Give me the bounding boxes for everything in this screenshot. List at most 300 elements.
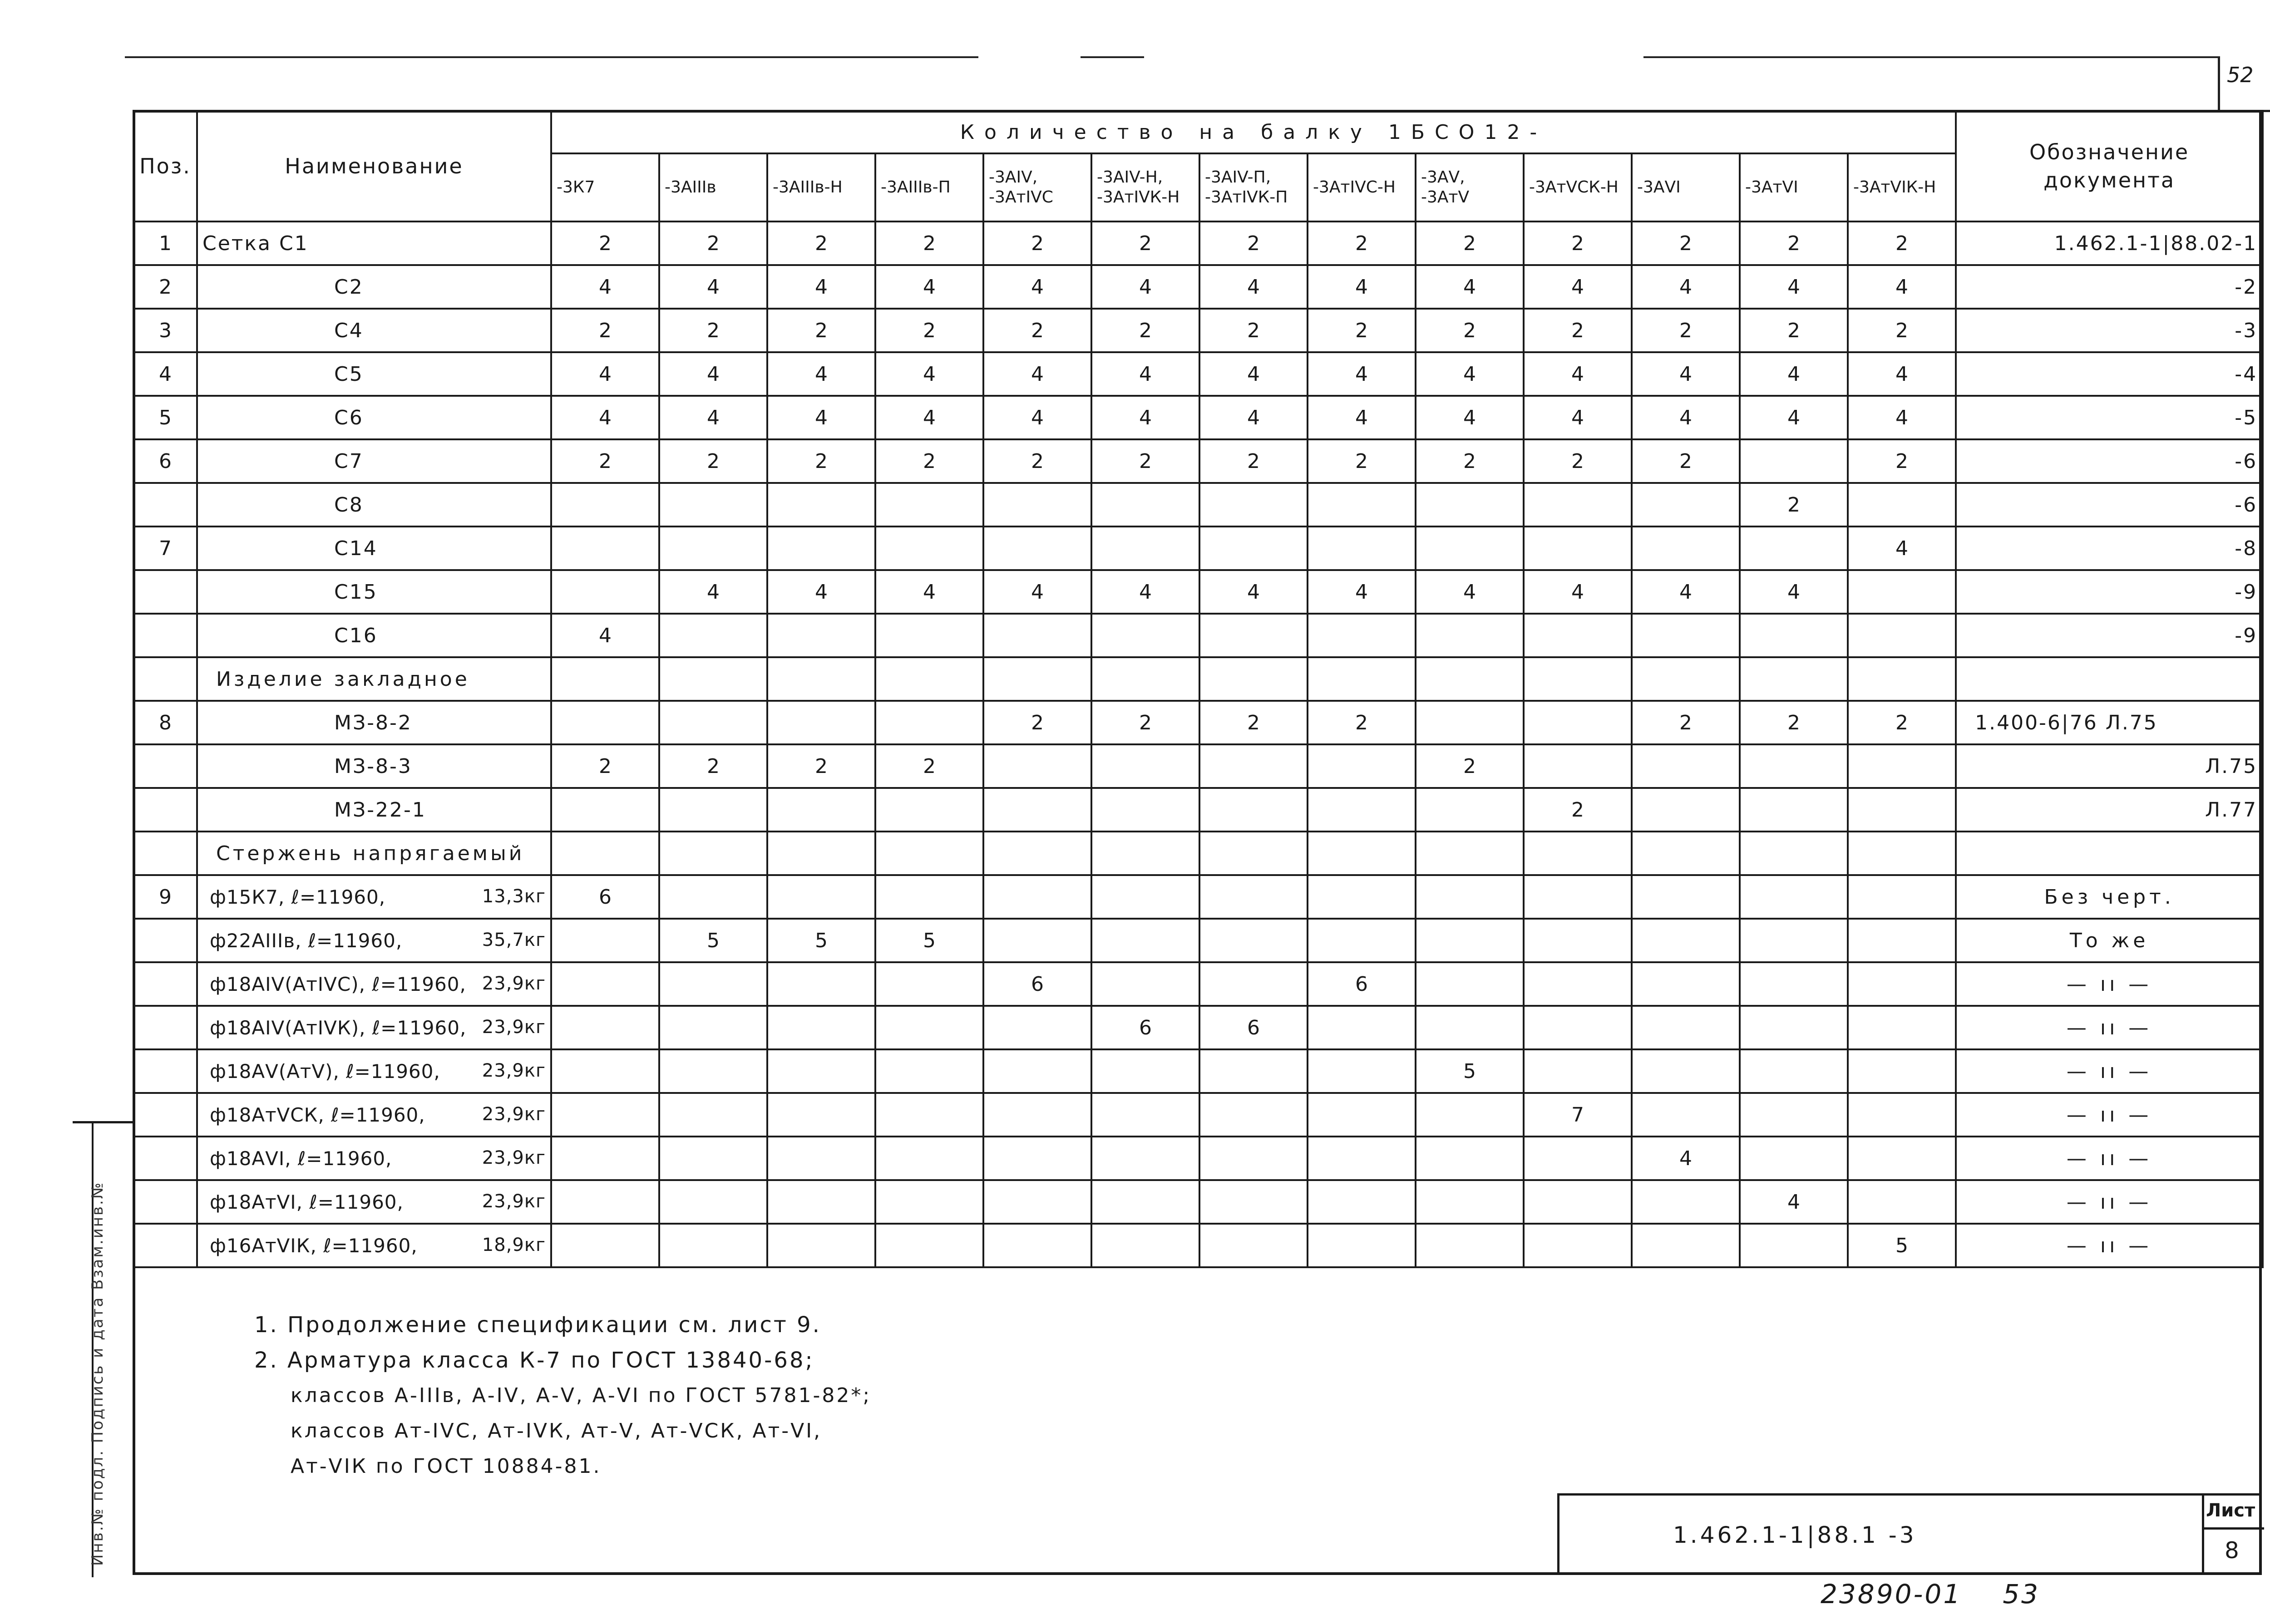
row-name-text: С14 <box>334 536 378 560</box>
qty-cell <box>1091 1224 1199 1267</box>
row-name <box>197 439 551 483</box>
row-name-text: ф22АIIIв, ℓ=11960, <box>210 929 403 952</box>
qty-cell: 4 <box>1091 352 1199 396</box>
qty-cell <box>1199 962 1308 1006</box>
notes-block <box>254 1307 871 1484</box>
qty-cell: 2 <box>1632 701 1740 744</box>
qty-cell <box>659 1137 767 1180</box>
qty-cell <box>1416 875 1524 919</box>
qty-cell <box>1848 1006 1956 1049</box>
qty-cell: 2 <box>767 309 875 352</box>
qty-cell: 2 <box>1740 701 1848 744</box>
row-name <box>197 962 551 1006</box>
qty-cell <box>767 1049 875 1093</box>
row-pos <box>133 832 197 875</box>
qty-cell <box>983 1180 1091 1224</box>
qty-cell <box>1632 1224 1740 1267</box>
qty-cell: 2 <box>1524 788 1632 832</box>
qty-cell <box>1848 919 1956 962</box>
binding-sidebar <box>73 1121 133 1575</box>
row-pos <box>133 744 197 788</box>
sidebar-text: Инв.№ подл. Подпись и дата Взам.инв.№ <box>89 1181 107 1566</box>
qty-cell: 2 <box>1416 221 1524 265</box>
qty-cell: 4 <box>1416 352 1524 396</box>
qty-cell <box>1524 744 1632 788</box>
qty-cell <box>983 1137 1091 1180</box>
qty-cell <box>983 657 1091 701</box>
qty-cell: 4 <box>1091 396 1199 439</box>
qty-cell <box>659 962 767 1006</box>
qty-cell: 4 <box>1632 570 1740 614</box>
qty-cell <box>1524 919 1632 962</box>
qty-cell <box>875 483 983 527</box>
row-doc: — ıı — <box>1956 1093 2263 1137</box>
qty-cell <box>875 832 983 875</box>
row-doc: 1.400-6|76 Л.75 <box>1956 701 2263 744</box>
qty-cell <box>1524 701 1632 744</box>
qty-cell: 2 <box>1740 483 1848 527</box>
qty-cell <box>1848 1049 1956 1093</box>
qty-cell <box>1848 1180 1956 1224</box>
qty-cell: 2 <box>1416 439 1524 483</box>
qty-cell <box>875 614 983 657</box>
stamp-code: 1.462.1-1|88.1 -3 <box>1673 1522 1917 1548</box>
qty-cell <box>1199 919 1308 962</box>
footer-number: 23890-01 <box>1821 1579 1962 1609</box>
row-pos: 6 <box>133 439 197 483</box>
qty-cell <box>551 1224 659 1267</box>
qty-cell <box>983 1224 1091 1267</box>
qty-cell <box>875 527 983 570</box>
stamp-list-label: Лист <box>2206 1500 2255 1521</box>
table-row <box>133 657 2263 701</box>
qty-cell <box>1091 1093 1199 1137</box>
qty-cell <box>1308 1049 1416 1093</box>
qty-cell <box>1740 439 1848 483</box>
qty-cell <box>1524 614 1632 657</box>
qty-cell: 2 <box>1308 439 1416 483</box>
qty-cell <box>659 875 767 919</box>
qty-cell: 6 <box>1308 962 1416 1006</box>
qty-cell <box>1416 788 1524 832</box>
qty-cell: 4 <box>1740 396 1848 439</box>
qty-cell <box>875 1224 983 1267</box>
qty-cell: 2 <box>1199 439 1308 483</box>
qty-cell <box>1848 483 1956 527</box>
qty-cell: 2 <box>551 309 659 352</box>
qty-cell <box>1416 1224 1524 1267</box>
table-row <box>133 614 2263 657</box>
qty-cell <box>1199 1224 1308 1267</box>
qty-cell: 4 <box>983 396 1091 439</box>
row-doc: -6 <box>1956 483 2263 527</box>
qty-cell <box>1632 919 1740 962</box>
qty-cell: 2 <box>1308 701 1416 744</box>
row-doc: — ıı — <box>1956 1006 2263 1049</box>
top-rule-left <box>125 56 978 58</box>
qty-cell <box>1091 919 1199 962</box>
qty-cell: 2 <box>767 439 875 483</box>
qty-cell <box>1524 657 1632 701</box>
note-line: Ат-VIК по ГОСТ 10884-81. <box>291 1455 602 1478</box>
row-pos: 2 <box>133 265 197 309</box>
qty-cell: 4 <box>659 570 767 614</box>
row-name <box>197 1180 551 1224</box>
qty-cell <box>1199 483 1308 527</box>
qty-cell <box>983 1049 1091 1093</box>
footer <box>1821 1579 2040 1609</box>
qty-cell <box>1632 962 1740 1006</box>
row-name-text: МЗ-8-3 <box>334 754 412 778</box>
qty-cell <box>1416 1093 1524 1137</box>
qty-cell: 4 <box>1632 265 1740 309</box>
qty-cell <box>1199 788 1308 832</box>
qty-cell: 2 <box>983 309 1091 352</box>
note-line: классов А-IIIв, А-IV, А-V, А-VI по ГОСТ 5781-82*; <box>291 1384 872 1407</box>
qty-cell: 4 <box>875 265 983 309</box>
qty-cell <box>767 1224 875 1267</box>
table-row <box>133 832 2263 875</box>
qty-cell <box>1308 1224 1416 1267</box>
table-row <box>133 439 2263 483</box>
table-row <box>133 396 2263 439</box>
qty-cell <box>551 1180 659 1224</box>
table-row <box>133 527 2263 570</box>
row-doc: -6 <box>1956 439 2263 483</box>
qty-cell <box>1740 919 1848 962</box>
qty-cell <box>1632 875 1740 919</box>
qty-cell <box>659 1006 767 1049</box>
qty-cell: 4 <box>1416 396 1524 439</box>
qty-cell <box>1416 919 1524 962</box>
row-mass: 23,9кг <box>482 1060 546 1081</box>
qty-cell: 2 <box>551 744 659 788</box>
qty-cell <box>983 788 1091 832</box>
qty-cell <box>1091 1137 1199 1180</box>
row-pos: 8 <box>133 701 197 744</box>
qty-cell <box>1740 527 1848 570</box>
header-name: Наименование <box>197 111 551 221</box>
row-doc: Л.77 <box>1956 788 2263 832</box>
qty-cell <box>1740 744 1848 788</box>
row-doc <box>1956 657 2263 701</box>
qty-cell: 4 <box>1632 396 1740 439</box>
row-doc: — ıı — <box>1956 1224 2263 1267</box>
qty-cell <box>1199 1093 1308 1137</box>
row-name <box>197 1137 551 1180</box>
row-name <box>197 265 551 309</box>
row-pos <box>133 1180 197 1224</box>
header-col-4: -3АIIIв-П <box>875 153 983 221</box>
qty-cell: 2 <box>875 744 983 788</box>
table-row <box>133 919 2263 962</box>
header-col-3: -3АIIIв-Н <box>767 153 875 221</box>
qty-cell: 4 <box>983 570 1091 614</box>
qty-cell <box>1416 614 1524 657</box>
qty-cell <box>767 614 875 657</box>
qty-cell: 6 <box>983 962 1091 1006</box>
qty-cell <box>1308 832 1416 875</box>
qty-cell <box>1740 1006 1848 1049</box>
table-row <box>133 1049 2263 1093</box>
qty-cell <box>1416 1006 1524 1049</box>
qty-cell: 6 <box>1091 1006 1199 1049</box>
qty-cell <box>1848 875 1956 919</box>
row-pos <box>133 1137 197 1180</box>
title-stamp <box>1557 1493 2262 1575</box>
qty-cell: 4 <box>1740 265 1848 309</box>
qty-cell: 2 <box>1091 439 1199 483</box>
qty-cell <box>659 1049 767 1093</box>
table-row <box>133 875 2263 919</box>
qty-cell: 2 <box>1416 309 1524 352</box>
qty-cell <box>875 701 983 744</box>
qty-cell <box>767 657 875 701</box>
row-name <box>197 744 551 788</box>
qty-cell <box>551 701 659 744</box>
qty-cell <box>983 832 1091 875</box>
specification-table <box>133 110 2264 1268</box>
qty-cell <box>1199 614 1308 657</box>
note-line: 2. Арматура класса К-7 по ГОСТ 13840-68; <box>254 1348 814 1373</box>
qty-cell: 2 <box>983 221 1091 265</box>
qty-cell: 4 <box>1308 265 1416 309</box>
row-mass: 23,9кг <box>482 1147 546 1168</box>
row-name-text: МЗ-8-2 <box>334 711 412 734</box>
qty-cell: 2 <box>1091 309 1199 352</box>
qty-cell: 2 <box>1199 701 1308 744</box>
table-row <box>133 962 2263 1006</box>
qty-cell: 4 <box>1632 352 1740 396</box>
qty-cell: 4 <box>551 396 659 439</box>
qty-cell <box>1632 657 1740 701</box>
qty-cell <box>1848 657 1956 701</box>
header-col-9: -3АV, -3АтV <box>1416 153 1524 221</box>
row-pos <box>133 788 197 832</box>
qty-cell <box>767 875 875 919</box>
header-col-1: -3К7 <box>551 153 659 221</box>
qty-cell <box>1632 832 1740 875</box>
table-row <box>133 1006 2263 1049</box>
qty-cell <box>1416 527 1524 570</box>
qty-cell: 4 <box>983 352 1091 396</box>
qty-cell: 4 <box>983 265 1091 309</box>
sheet-corner-mark: 52 <box>2227 63 2254 87</box>
row-doc: -5 <box>1956 396 2263 439</box>
row-name-text: Сетка С1 <box>202 231 309 255</box>
table-row <box>133 1180 2263 1224</box>
qty-cell <box>551 1137 659 1180</box>
row-doc: То же <box>1956 919 2263 962</box>
qty-cell: 2 <box>1199 309 1308 352</box>
qty-cell: 4 <box>1740 1180 1848 1224</box>
qty-cell <box>1848 614 1956 657</box>
row-name-text: ф16АтVIК, ℓ=11960, <box>210 1234 418 1257</box>
qty-cell <box>1308 657 1416 701</box>
table-row <box>133 221 2263 265</box>
table-row <box>133 352 2263 396</box>
qty-cell: 4 <box>1416 570 1524 614</box>
qty-cell: 4 <box>875 396 983 439</box>
row-name <box>197 396 551 439</box>
row-doc: Без черт. <box>1956 875 2263 919</box>
header-col-5: -3АIV, -3АтIVС <box>983 153 1091 221</box>
row-pos: 7 <box>133 527 197 570</box>
qty-cell <box>551 919 659 962</box>
header-col-12: -3АтVI <box>1740 153 1848 221</box>
qty-cell: 4 <box>1199 265 1308 309</box>
row-name-text: ф18АIV(АтIVК), ℓ=11960, <box>210 1016 467 1039</box>
qty-cell: 4 <box>1848 527 1956 570</box>
qty-cell <box>1632 1180 1740 1224</box>
qty-cell: 4 <box>1199 352 1308 396</box>
row-name-text: С4 <box>334 319 364 342</box>
qty-cell <box>1740 788 1848 832</box>
qty-cell <box>551 788 659 832</box>
qty-cell: 4 <box>551 614 659 657</box>
row-name <box>197 527 551 570</box>
qty-cell <box>1416 1137 1524 1180</box>
qty-cell <box>659 1224 767 1267</box>
qty-cell <box>1848 962 1956 1006</box>
footer-page: 53 <box>2003 1579 2040 1609</box>
qty-cell <box>1740 1224 1848 1267</box>
qty-cell: 2 <box>983 701 1091 744</box>
row-name-text: ф15К7, ℓ=11960, <box>210 886 386 908</box>
qty-cell <box>551 1049 659 1093</box>
qty-cell <box>1091 1049 1199 1093</box>
qty-cell <box>1632 788 1740 832</box>
row-name-text: Изделие закладное <box>216 667 470 691</box>
qty-cell: 4 <box>1740 570 1848 614</box>
row-doc: — ıı — <box>1956 962 2263 1006</box>
qty-cell <box>1308 614 1416 657</box>
qty-cell <box>659 1093 767 1137</box>
top-rule-right <box>1643 56 2218 58</box>
qty-cell <box>1091 875 1199 919</box>
header-col-13: -3АтVIК-Н <box>1848 153 1956 221</box>
qty-cell: 4 <box>1308 396 1416 439</box>
row-name-text: ф18АVI, ℓ=11960, <box>210 1147 392 1170</box>
qty-cell <box>1091 527 1199 570</box>
row-mass: 23,9кг <box>482 1103 546 1125</box>
qty-cell <box>1308 1137 1416 1180</box>
qty-cell <box>1524 1049 1632 1093</box>
qty-cell: 4 <box>767 570 875 614</box>
header-col-2: -3АIIIв <box>659 153 767 221</box>
qty-cell <box>1632 527 1740 570</box>
qty-cell <box>1199 1137 1308 1180</box>
row-doc <box>1956 832 2263 875</box>
qty-cell: 7 <box>1524 1093 1632 1137</box>
row-doc: -4 <box>1956 352 2263 396</box>
qty-cell: 4 <box>767 352 875 396</box>
qty-cell: 2 <box>1524 439 1632 483</box>
qty-cell <box>875 657 983 701</box>
qty-cell: 2 <box>659 744 767 788</box>
row-name <box>197 570 551 614</box>
qty-cell: 2 <box>659 439 767 483</box>
row-pos: 1 <box>133 221 197 265</box>
qty-cell: 4 <box>1416 265 1524 309</box>
row-pos: 4 <box>133 352 197 396</box>
qty-cell <box>659 657 767 701</box>
qty-cell <box>1416 701 1524 744</box>
note-line: классов Ат-IVС, Ат-IVК, Ат-V, Ат-VСК, Ат-VI, <box>291 1419 822 1442</box>
qty-cell <box>1848 744 1956 788</box>
row-pos <box>133 962 197 1006</box>
qty-cell: 6 <box>551 875 659 919</box>
qty-cell <box>1848 832 1956 875</box>
table-row <box>133 744 2263 788</box>
row-mass: 23,9кг <box>482 973 546 994</box>
qty-cell: 4 <box>659 352 767 396</box>
table-row <box>133 788 2263 832</box>
row-name <box>197 1093 551 1137</box>
row-doc: -8 <box>1956 527 2263 570</box>
row-name-text: С5 <box>334 362 364 386</box>
row-name <box>197 1224 551 1267</box>
qty-cell <box>1199 744 1308 788</box>
qty-cell: 4 <box>1524 396 1632 439</box>
qty-cell <box>551 527 659 570</box>
qty-cell: 2 <box>1632 439 1740 483</box>
qty-cell: 2 <box>1632 309 1740 352</box>
qty-cell <box>767 788 875 832</box>
row-name-text: ф18АV(АтV), ℓ=11960, <box>210 1060 440 1083</box>
qty-cell: 2 <box>1524 221 1632 265</box>
qty-cell <box>1740 832 1848 875</box>
table-row <box>133 701 2263 744</box>
qty-cell <box>767 483 875 527</box>
row-doc: Л.75 <box>1956 744 2263 788</box>
row-name <box>197 614 551 657</box>
qty-cell: 5 <box>767 919 875 962</box>
row-doc: — ıı — <box>1956 1049 2263 1093</box>
header-col-10: -3АтVСК-Н <box>1524 153 1632 221</box>
qty-cell <box>767 832 875 875</box>
row-name-text: С16 <box>334 624 378 647</box>
row-name <box>197 1006 551 1049</box>
qty-cell <box>1091 832 1199 875</box>
qty-cell <box>1524 1006 1632 1049</box>
qty-cell <box>1199 832 1308 875</box>
qty-cell: 4 <box>1848 352 1956 396</box>
qty-cell <box>1740 1093 1848 1137</box>
note-line: 1. Продолжение спецификации см. лист 9. <box>254 1312 821 1338</box>
qty-cell <box>1199 1049 1308 1093</box>
qty-cell <box>875 1006 983 1049</box>
row-doc: -9 <box>1956 570 2263 614</box>
qty-cell <box>983 744 1091 788</box>
row-doc: -9 <box>1956 614 2263 657</box>
qty-cell <box>1199 657 1308 701</box>
header-col-7: -3АIV-П, -3АтIVК-П <box>1199 153 1308 221</box>
qty-cell: 4 <box>1848 265 1956 309</box>
row-pos <box>133 1224 197 1267</box>
qty-cell <box>1416 962 1524 1006</box>
qty-cell: 2 <box>1848 701 1956 744</box>
qty-cell <box>1524 483 1632 527</box>
qty-cell: 2 <box>551 439 659 483</box>
qty-cell <box>983 1006 1091 1049</box>
qty-cell: 4 <box>1740 352 1848 396</box>
qty-cell <box>1308 788 1416 832</box>
qty-cell <box>983 919 1091 962</box>
qty-cell <box>1524 527 1632 570</box>
qty-cell: 4 <box>1524 265 1632 309</box>
qty-cell: 4 <box>1199 396 1308 439</box>
